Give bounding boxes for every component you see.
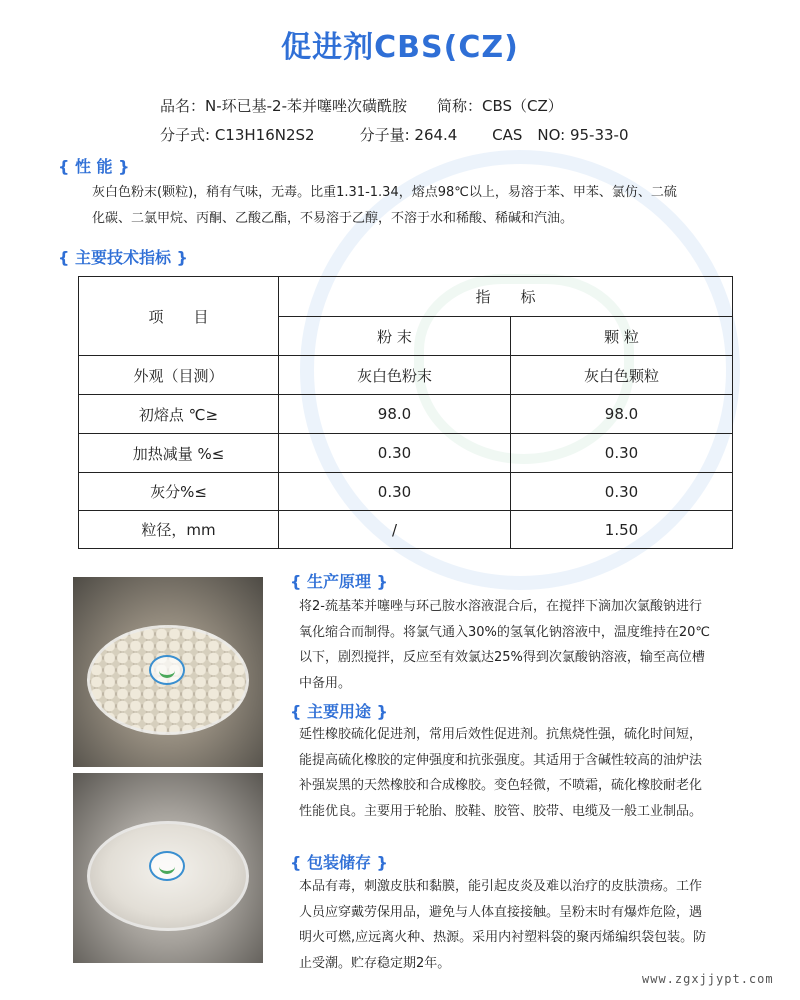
table-cell-powder: 0.30 <box>279 473 511 511</box>
spec-table <box>78 276 733 549</box>
properties-line: 化碳、二氯甲烷、丙酮、乙酸乙酯，不易溶于乙醇，不溶于水和稀酸、稀碱和汽油。 <box>92 211 574 226</box>
production-line: 将2-巯基苯并噻唑与环己胺水溶液混合后，在搅拌下滴加次氯酸钠进行 <box>299 599 702 614</box>
table-row <box>79 511 733 549</box>
table-cell-item: 粒径，mm <box>79 511 279 549</box>
properties-line: 灰白色粉末(颗粒)，稍有气味，无毒。比重1.31-1.34，熔点98℃以上，易溶于苯、甲苯、氯仿、二硫 <box>92 185 677 200</box>
packaging-line: 本品有毒，刺激皮肤和黏膜，能引起皮炎及难以治疗的皮肤溃疡。工作 <box>299 879 703 894</box>
table-cell-item: 初熔点 ℃≥ <box>79 395 279 434</box>
table-cell-item: 加热减量 %≤ <box>79 434 279 473</box>
formula-line: 分子式: C13H16N2S2 分子量: 264.4 CAS NO: 95-33-0 <box>160 126 629 144</box>
usage-line: 补强炭黑的天然橡胶和合成橡胶。变色轻微，不喷霜，硫化橡胶耐老化 <box>299 778 703 793</box>
table-header-index: 指 标 <box>279 277 733 317</box>
powder-product-photo <box>73 773 263 963</box>
usage-heading: { 主要用途 } <box>290 702 388 721</box>
specs-heading: { 主要技术指标 } <box>58 248 188 267</box>
properties-heading: { 性 能 } <box>58 157 130 176</box>
table-row <box>79 395 733 434</box>
table-cell-granule: 98.0 <box>511 395 733 434</box>
page-title: 促进剂CBS(CZ) <box>281 30 519 65</box>
packaging-line: 人员应穿戴劳保用品，避免与人体直接接触。呈粉末时有爆炸危险，遇 <box>299 904 703 920</box>
usage-line: 延性橡胶硫化促进剂，常用后效性促进剂。抗焦烧性强，硫化时间短， <box>299 727 703 742</box>
packaging-heading: { 包装储存 } <box>290 853 388 872</box>
usage-line: 性能优良。主要用于轮胎、胶鞋、胶管、胶带、电缆及一般工业制品。 <box>299 803 703 819</box>
table-header-granule: 颗 粒 <box>511 317 733 356</box>
table-cell-powder: 0.30 <box>279 434 511 473</box>
table-row <box>79 434 733 473</box>
packaging-line: 明火可燃,应远离火种、热源。采用内衬塑料袋的聚丙烯编织袋包装。防 <box>299 930 707 945</box>
table-cell-powder: / <box>279 511 511 549</box>
production-line: 中备用。 <box>299 675 352 691</box>
production-line: 以下，剧烈搅拌，反应至有效氯达25%得到次氯酸钠溶液，输至高位槽 <box>299 650 705 665</box>
production-line: 氧化缩合而制得。将氯气通入30%的氢氧化钠溶液中，温度维持在20℃ <box>299 624 711 640</box>
table-cell-powder: 灰白色粉末 <box>279 356 511 395</box>
usage-text <box>299 722 745 824</box>
table-cell-granule: 0.30 <box>511 434 733 473</box>
table-cell-granule: 灰白色颗粒 <box>511 356 733 395</box>
table-cell-item: 外观（目测） <box>79 356 279 395</box>
table-header-item: 项 目 <box>79 277 279 356</box>
table-cell-granule: 0.30 <box>511 473 733 511</box>
table-header-powder: 粉 末 <box>279 317 511 356</box>
product-name-line: 品名：N-环已基-2-苯并噻唑次磺酰胺 简称：CBS（CZ） <box>160 97 563 115</box>
production-text <box>299 594 745 696</box>
table-cell-item: 灰分%≤ <box>79 473 279 511</box>
brand-logo-icon <box>149 851 185 881</box>
granule-product-photo <box>73 577 263 767</box>
production-heading: { 生产原理 } <box>290 572 388 591</box>
table-cell-granule: 1.50 <box>511 511 733 549</box>
packaging-line: 止受潮。贮存稳定期2年。 <box>299 955 451 971</box>
site-url: www.zgxjjypt.com <box>642 972 774 986</box>
table-row <box>79 473 733 511</box>
properties-text <box>92 180 772 232</box>
usage-line: 能提高硫化橡胶的定伸强度和抗张强度。其适用于含碱性较高的油炉法 <box>299 752 703 768</box>
packaging-text <box>299 874 745 976</box>
table-row <box>79 356 733 395</box>
brand-logo-icon <box>149 655 185 685</box>
table-cell-powder: 98.0 <box>279 395 511 434</box>
